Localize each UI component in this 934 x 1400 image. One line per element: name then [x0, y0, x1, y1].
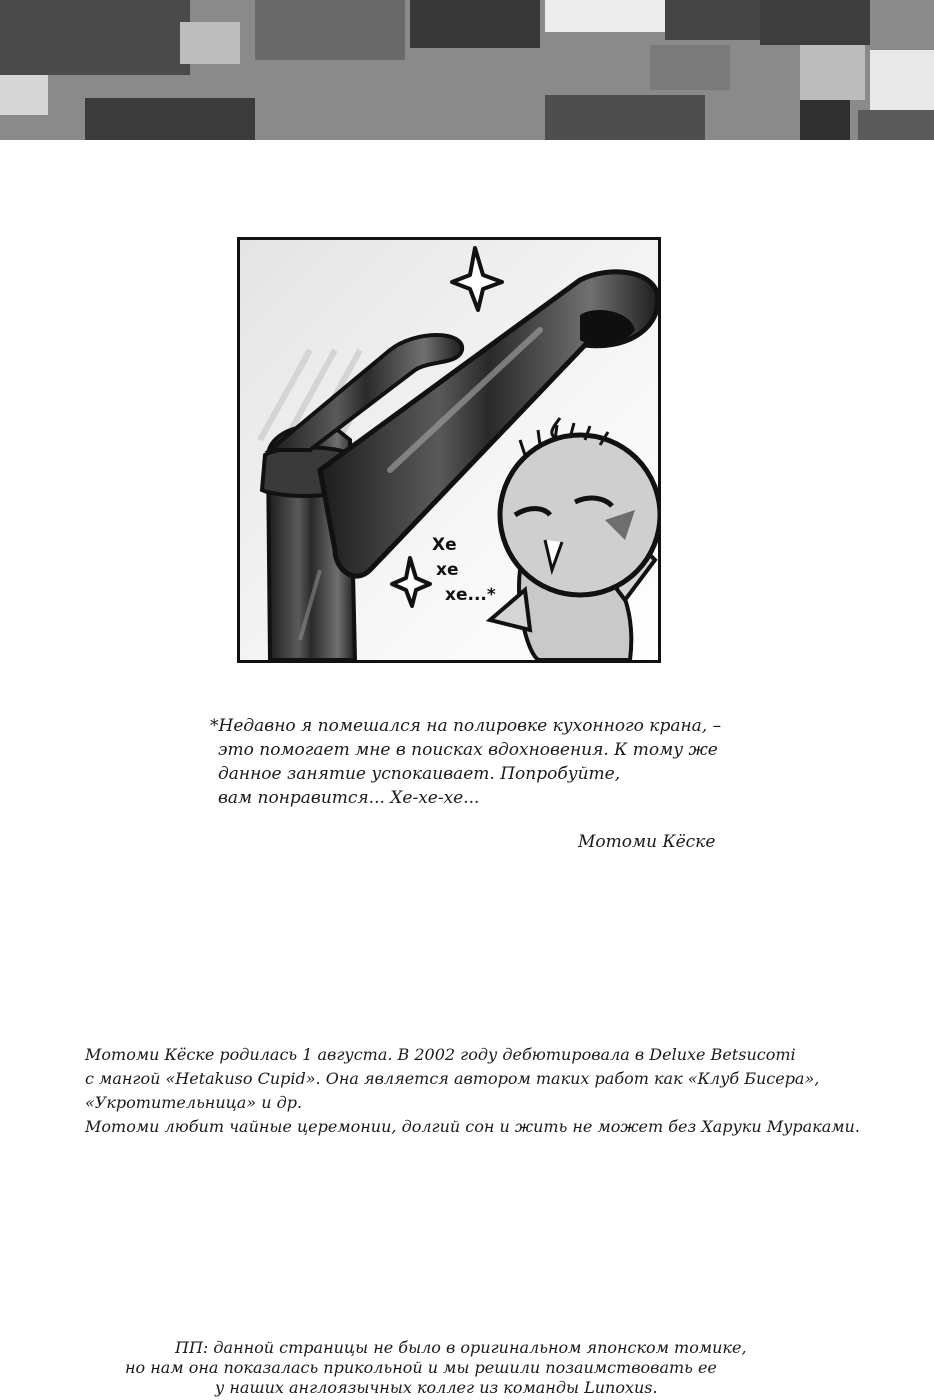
banner-block [800, 45, 865, 100]
sfx-line: Хе [432, 535, 457, 555]
author-note-line: это помогает мне в поисках вдохновения. К тому же [218, 740, 718, 760]
banner-block [0, 0, 190, 75]
top-banner [0, 0, 934, 140]
banner-block [800, 100, 850, 140]
author-note-line: *Недавно я помешался на полировке кухонного крана, – [210, 716, 722, 736]
sfx-line: хе [436, 560, 459, 580]
banner-block [545, 95, 705, 140]
author-note-line: данное занятие успокаивает. Попробуйте, [218, 764, 621, 784]
translator-note-line: ПП: данной страницы не было в оригинальном японском томике, [175, 1338, 747, 1357]
banner-block [0, 75, 48, 115]
sfx-line: хе...* [445, 585, 496, 605]
bio-line: «Укротительница» и др. [85, 1093, 303, 1112]
bio-line: Мотоми Кёске родилась 1 августа. В 2002 году дебютировала в Deluxe Betsucomi [85, 1045, 796, 1064]
banner-block [410, 0, 540, 48]
banner-block [255, 0, 405, 60]
author-signature: Мотоми Кёске [578, 832, 716, 852]
banner-block [858, 110, 934, 140]
bio-line: с мангой «Hetakuso Cupid». Она является автором таких работ как «Клуб Бисера», [85, 1069, 820, 1088]
banner-block [180, 22, 240, 64]
banner-block [85, 98, 255, 140]
banner-block [650, 45, 730, 90]
bio-line: Мотоми любит чайные церемонии, долгий сон и жить не может без Харуки Мураками. [85, 1117, 860, 1136]
banner-block [545, 0, 665, 32]
banner-block [760, 0, 870, 45]
author-note-line: вам понравится... Хе-хе-хе... [218, 788, 480, 808]
banner-block [870, 50, 934, 110]
translator-note-line: но нам она показалась прикольной и мы решили позаимствовать ее [125, 1358, 717, 1377]
illustration-panel [237, 237, 661, 663]
translator-note-line: у наших англоязычных коллег из команды Lunoxus. [215, 1378, 658, 1397]
